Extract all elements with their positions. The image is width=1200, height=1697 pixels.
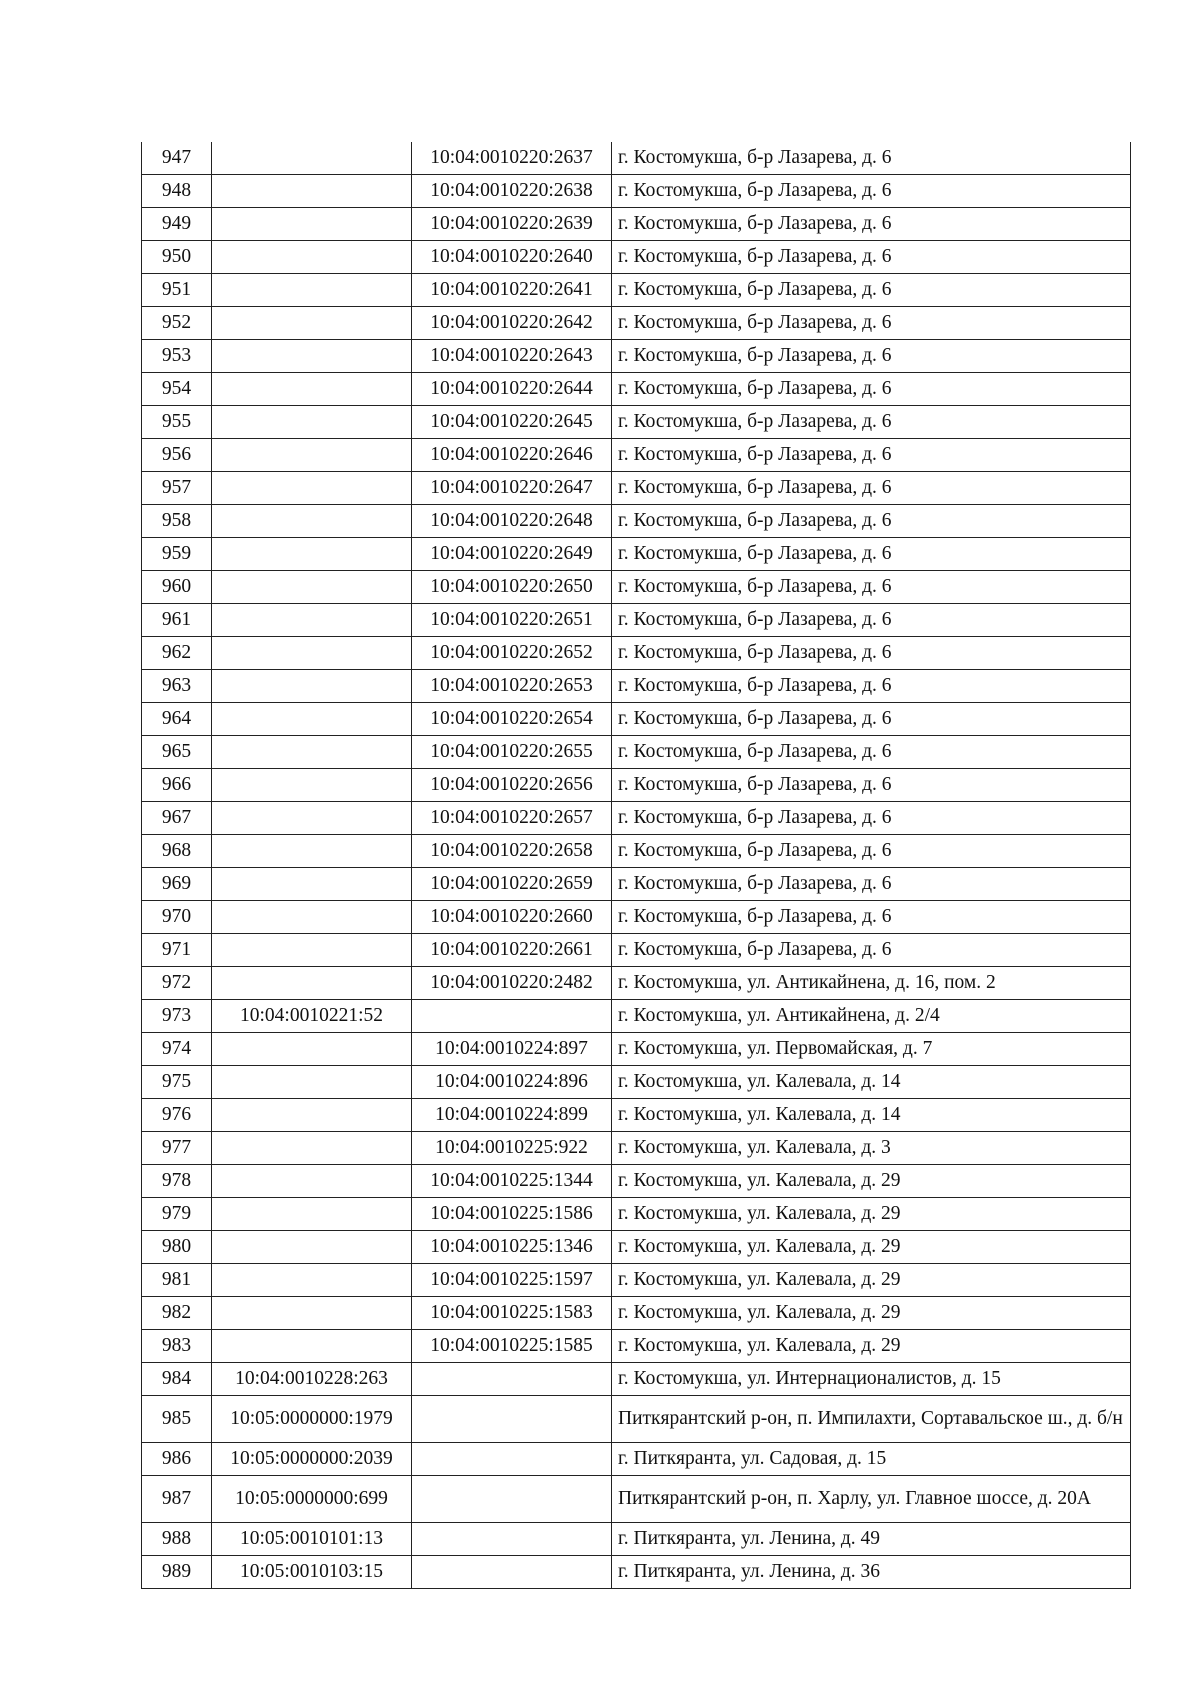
cadastral-number-cell: [212, 1297, 412, 1330]
cadastral-number-cell: [212, 241, 412, 274]
row-number-cell: 972: [142, 967, 212, 1000]
row-number-cell: 950: [142, 241, 212, 274]
cadastral-number-cell: [212, 736, 412, 769]
premises-cadastral-number-cell: 10:04:0010225:1585: [412, 1330, 612, 1363]
cadastral-number-cell: 10:05:0010101:13: [212, 1523, 412, 1556]
row-number-cell: 952: [142, 307, 212, 340]
address-cell: г. Питкяранта, ул. Ленина, д. 36: [612, 1556, 1131, 1589]
premises-cadastral-number-cell: 10:04:0010225:1344: [412, 1165, 612, 1198]
premises-cadastral-number-cell: 10:04:0010224:896: [412, 1066, 612, 1099]
address-cell: г. Костомукша, б-р Лазарева, д. 6: [612, 340, 1131, 373]
cadastral-number-cell: [212, 307, 412, 340]
premises-cadastral-number-cell: 10:04:0010220:2648: [412, 505, 612, 538]
premises-cadastral-number-cell: [412, 1443, 612, 1476]
cadastral-number-cell: [212, 175, 412, 208]
premises-cadastral-number-cell: 10:04:0010220:2652: [412, 637, 612, 670]
cadastral-number-cell: [212, 439, 412, 472]
premises-cadastral-number-cell: 10:04:0010220:2660: [412, 901, 612, 934]
table-row: [142, 175, 1131, 208]
premises-cadastral-number-cell: 10:04:0010225:1597: [412, 1264, 612, 1297]
table-row: [142, 373, 1131, 406]
row-number-cell: 966: [142, 769, 212, 802]
table-row: [142, 1165, 1131, 1198]
row-number-cell: 978: [142, 1165, 212, 1198]
premises-cadastral-number-cell: 10:04:0010220:2638: [412, 175, 612, 208]
row-number-cell: 986: [142, 1443, 212, 1476]
premises-cadastral-number-cell: 10:04:0010225:1583: [412, 1297, 612, 1330]
table-row: [142, 703, 1131, 736]
address-cell: г. Питкяранта, ул. Садовая, д. 15: [612, 1443, 1131, 1476]
premises-cadastral-number-cell: 10:04:0010220:2639: [412, 208, 612, 241]
row-number-cell: 982: [142, 1297, 212, 1330]
premises-cadastral-number-cell: 10:04:0010220:2661: [412, 934, 612, 967]
cadastral-number-cell: [212, 1033, 412, 1066]
row-number-cell: 985: [142, 1396, 212, 1443]
premises-cadastral-number-cell: 10:04:0010220:2641: [412, 274, 612, 307]
row-number-cell: 957: [142, 472, 212, 505]
row-number-cell: 977: [142, 1132, 212, 1165]
address-cell: г. Костомукша, б-р Лазарева, д. 6: [612, 736, 1131, 769]
address-cell: г. Питкяранта, ул. Ленина, д. 49: [612, 1523, 1131, 1556]
address-cell: г. Костомукша, ул. Калевала, д. 14: [612, 1066, 1131, 1099]
table-row: [142, 274, 1131, 307]
premises-cadastral-number-cell: 10:04:0010220:2653: [412, 670, 612, 703]
cadastral-number-cell: [212, 670, 412, 703]
premises-cadastral-number-cell: 10:04:0010220:2658: [412, 835, 612, 868]
premises-cadastral-number-cell: 10:04:0010225:1346: [412, 1231, 612, 1264]
row-number-cell: 964: [142, 703, 212, 736]
row-number-cell: 953: [142, 340, 212, 373]
address-cell: г. Костомукша, ул. Калевала, д. 14: [612, 1099, 1131, 1132]
table-row: [142, 901, 1131, 934]
row-number-cell: 976: [142, 1099, 212, 1132]
table-row: [142, 967, 1131, 1000]
address-cell: г. Костомукша, б-р Лазарева, д. 6: [612, 835, 1131, 868]
table-row: [142, 637, 1131, 670]
cadastral-number-cell: [212, 340, 412, 373]
table-row: [142, 1330, 1131, 1363]
address-cell: Питкярантский р-он, п. Импилахти, Сортавальское ш., д. б/н: [612, 1396, 1131, 1443]
cadastral-number-cell: [212, 142, 412, 175]
cadastral-number-cell: [212, 472, 412, 505]
cadastral-number-cell: [212, 1330, 412, 1363]
cadastral-number-cell: [212, 934, 412, 967]
address-cell: г. Костомукша, б-р Лазарева, д. 6: [612, 670, 1131, 703]
table-row: [142, 1363, 1131, 1396]
cadastral-number-cell: [212, 1165, 412, 1198]
table-row: [142, 769, 1131, 802]
premises-cadastral-number-cell: 10:04:0010225:922: [412, 1132, 612, 1165]
table-row: [142, 1556, 1131, 1589]
row-number-cell: 984: [142, 1363, 212, 1396]
cadastral-number-cell: [212, 1198, 412, 1231]
cadastral-number-cell: 10:04:0010228:263: [212, 1363, 412, 1396]
row-number-cell: 948: [142, 175, 212, 208]
row-number-cell: 960: [142, 571, 212, 604]
premises-cadastral-number-cell: [412, 1556, 612, 1589]
cadastral-number-cell: [212, 1066, 412, 1099]
table-row: [142, 1476, 1131, 1523]
table-row: [142, 571, 1131, 604]
row-number-cell: 955: [142, 406, 212, 439]
cadastral-number-cell: [212, 967, 412, 1000]
row-number-cell: 951: [142, 274, 212, 307]
table-row: [142, 142, 1131, 175]
address-cell: г. Костомукша, б-р Лазарева, д. 6: [612, 868, 1131, 901]
premises-cadastral-number-cell: 10:04:0010225:1586: [412, 1198, 612, 1231]
table-row: [142, 505, 1131, 538]
cadastral-number-cell: [212, 835, 412, 868]
address-cell: г. Костомукша, б-р Лазарева, д. 6: [612, 175, 1131, 208]
premises-cadastral-number-cell: 10:04:0010220:2643: [412, 340, 612, 373]
cadastral-number-cell: [212, 604, 412, 637]
cadastral-number-cell: 10:05:0000000:1979: [212, 1396, 412, 1443]
table-row: [142, 1231, 1131, 1264]
address-cell: г. Костомукша, б-р Лазарева, д. 6: [612, 274, 1131, 307]
address-cell: г. Костомукша, ул. Калевала, д. 29: [612, 1198, 1131, 1231]
address-cell: г. Костомукша, ул. Интернационалистов, д. 15: [612, 1363, 1131, 1396]
table-row: [142, 1099, 1131, 1132]
address-cell: г. Костомукша, б-р Лазарева, д. 6: [612, 637, 1131, 670]
row-number-cell: 959: [142, 538, 212, 571]
cadastral-number-cell: [212, 1264, 412, 1297]
cadastral-number-cell: [212, 769, 412, 802]
table-row: [142, 604, 1131, 637]
cadastral-number-cell: [212, 1231, 412, 1264]
row-number-cell: 947: [142, 142, 212, 175]
row-number-cell: 958: [142, 505, 212, 538]
table-row: [142, 802, 1131, 835]
address-cell: г. Костомукша, ул. Калевала, д. 29: [612, 1165, 1131, 1198]
address-cell: г. Костомукша, ул. Первомайская, д. 7: [612, 1033, 1131, 1066]
row-number-cell: 970: [142, 901, 212, 934]
cadastral-number-cell: [212, 505, 412, 538]
premises-cadastral-number-cell: [412, 1363, 612, 1396]
cadastral-number-cell: [212, 868, 412, 901]
address-cell: г. Костомукша, ул. Калевала, д. 29: [612, 1330, 1131, 1363]
address-cell: г. Костомукша, ул. Антикайнена, д. 2/4: [612, 1000, 1131, 1033]
address-cell: г. Костомукша, б-р Лазарева, д. 6: [612, 472, 1131, 505]
premises-cadastral-number-cell: 10:04:0010220:2637: [412, 142, 612, 175]
premises-cadastral-number-cell: 10:04:0010220:2654: [412, 703, 612, 736]
row-number-cell: 983: [142, 1330, 212, 1363]
row-number-cell: 956: [142, 439, 212, 472]
table-row: [142, 1523, 1131, 1556]
registry-table: [141, 142, 1131, 1589]
premises-cadastral-number-cell: 10:04:0010224:899: [412, 1099, 612, 1132]
address-cell: г. Костомукша, б-р Лазарева, д. 6: [612, 934, 1131, 967]
premises-cadastral-number-cell: 10:04:0010220:2651: [412, 604, 612, 637]
premises-cadastral-number-cell: 10:04:0010220:2646: [412, 439, 612, 472]
row-number-cell: 980: [142, 1231, 212, 1264]
address-cell: г. Костомукша, ул. Калевала, д. 3: [612, 1132, 1131, 1165]
address-cell: Питкярантский р-он, п. Харлу, ул. Главное шоссе, д. 20А: [612, 1476, 1131, 1523]
table-row: [142, 1000, 1131, 1033]
row-number-cell: 973: [142, 1000, 212, 1033]
table-row: [142, 934, 1131, 967]
table-row: [142, 1066, 1131, 1099]
row-number-cell: 969: [142, 868, 212, 901]
table-row: [142, 340, 1131, 373]
address-cell: г. Костомукша, ул. Калевала, д. 29: [612, 1264, 1131, 1297]
premises-cadastral-number-cell: 10:04:0010220:2647: [412, 472, 612, 505]
premises-cadastral-number-cell: 10:04:0010220:2649: [412, 538, 612, 571]
premises-cadastral-number-cell: 10:04:0010220:2655: [412, 736, 612, 769]
cadastral-number-cell: [212, 274, 412, 307]
row-number-cell: 974: [142, 1033, 212, 1066]
address-cell: г. Костомукша, б-р Лазарева, д. 6: [612, 307, 1131, 340]
premises-cadastral-number-cell: 10:04:0010220:2644: [412, 373, 612, 406]
row-number-cell: 987: [142, 1476, 212, 1523]
cadastral-number-cell: [212, 637, 412, 670]
cadastral-number-cell: [212, 406, 412, 439]
table-row: [142, 868, 1131, 901]
premises-cadastral-number-cell: 10:04:0010220:2656: [412, 769, 612, 802]
address-cell: г. Костомукша, б-р Лазарева, д. 6: [612, 439, 1131, 472]
row-number-cell: 965: [142, 736, 212, 769]
address-cell: г. Костомукша, б-р Лазарева, д. 6: [612, 802, 1131, 835]
row-number-cell: 975: [142, 1066, 212, 1099]
table-row: [142, 241, 1131, 274]
address-cell: г. Костомукша, ул. Антикайнена, д. 16, пом. 2: [612, 967, 1131, 1000]
cadastral-number-cell: [212, 1132, 412, 1165]
cadastral-number-cell: 10:05:0010103:15: [212, 1556, 412, 1589]
table-row: [142, 538, 1131, 571]
table-row: [142, 208, 1131, 241]
address-cell: г. Костомукша, б-р Лазарева, д. 6: [612, 604, 1131, 637]
cadastral-number-cell: [212, 802, 412, 835]
address-cell: г. Костомукша, б-р Лазарева, д. 6: [612, 901, 1131, 934]
premises-cadastral-number-cell: 10:04:0010220:2640: [412, 241, 612, 274]
table-row: [142, 1443, 1131, 1476]
address-cell: г. Костомукша, б-р Лазарева, д. 6: [612, 241, 1131, 274]
row-number-cell: 979: [142, 1198, 212, 1231]
premises-cadastral-number-cell: 10:04:0010220:2650: [412, 571, 612, 604]
row-number-cell: 949: [142, 208, 212, 241]
premises-cadastral-number-cell: [412, 1523, 612, 1556]
table-row: [142, 1264, 1131, 1297]
address-cell: г. Костомукша, б-р Лазарева, д. 6: [612, 703, 1131, 736]
premises-cadastral-number-cell: [412, 1396, 612, 1443]
cadastral-number-cell: [212, 703, 412, 736]
address-cell: г. Костомукша, б-р Лазарева, д. 6: [612, 208, 1131, 241]
premises-cadastral-number-cell: 10:04:0010220:2645: [412, 406, 612, 439]
cadastral-number-cell: 10:05:0000000:2039: [212, 1443, 412, 1476]
premises-cadastral-number-cell: 10:04:0010224:897: [412, 1033, 612, 1066]
row-number-cell: 954: [142, 373, 212, 406]
cadastral-number-cell: [212, 538, 412, 571]
row-number-cell: 961: [142, 604, 212, 637]
row-number-cell: 967: [142, 802, 212, 835]
table-row: [142, 1396, 1131, 1443]
cadastral-number-cell: [212, 373, 412, 406]
cadastral-number-cell: [212, 1099, 412, 1132]
table-row: [142, 439, 1131, 472]
table-row: [142, 1198, 1131, 1231]
premises-cadastral-number-cell: 10:04:0010220:2657: [412, 802, 612, 835]
cadastral-number-cell: 10:04:0010221:52: [212, 1000, 412, 1033]
address-cell: г. Костомукша, б-р Лазарева, д. 6: [612, 373, 1131, 406]
premises-cadastral-number-cell: [412, 1476, 612, 1523]
table-row: [142, 307, 1131, 340]
address-cell: г. Костомукша, ул. Калевала, д. 29: [612, 1231, 1131, 1264]
table-row: [142, 736, 1131, 769]
address-cell: г. Костомукша, ул. Калевала, д. 29: [612, 1297, 1131, 1330]
address-cell: г. Костомукша, б-р Лазарева, д. 6: [612, 142, 1131, 175]
address-cell: г. Костомукша, б-р Лазарева, д. 6: [612, 406, 1131, 439]
row-number-cell: 971: [142, 934, 212, 967]
premises-cadastral-number-cell: 10:04:0010220:2482: [412, 967, 612, 1000]
cadastral-number-cell: [212, 571, 412, 604]
row-number-cell: 989: [142, 1556, 212, 1589]
premises-cadastral-number-cell: 10:04:0010220:2642: [412, 307, 612, 340]
table-row: [142, 1297, 1131, 1330]
row-number-cell: 988: [142, 1523, 212, 1556]
premises-cadastral-number-cell: 10:04:0010220:2659: [412, 868, 612, 901]
row-number-cell: 968: [142, 835, 212, 868]
row-number-cell: 981: [142, 1264, 212, 1297]
address-cell: г. Костомукша, б-р Лазарева, д. 6: [612, 538, 1131, 571]
registry-table-body: [142, 142, 1131, 1589]
table-row: [142, 670, 1131, 703]
table-row: [142, 1132, 1131, 1165]
table-row: [142, 1033, 1131, 1066]
address-cell: г. Костомукша, б-р Лазарева, д. 6: [612, 769, 1131, 802]
row-number-cell: 962: [142, 637, 212, 670]
cadastral-number-cell: 10:05:0000000:699: [212, 1476, 412, 1523]
address-cell: г. Костомукша, б-р Лазарева, д. 6: [612, 505, 1131, 538]
cadastral-number-cell: [212, 901, 412, 934]
table-row: [142, 406, 1131, 439]
row-number-cell: 963: [142, 670, 212, 703]
table-row: [142, 472, 1131, 505]
cadastral-number-cell: [212, 208, 412, 241]
table-row: [142, 835, 1131, 868]
premises-cadastral-number-cell: [412, 1000, 612, 1033]
address-cell: г. Костомукша, б-р Лазарева, д. 6: [612, 571, 1131, 604]
